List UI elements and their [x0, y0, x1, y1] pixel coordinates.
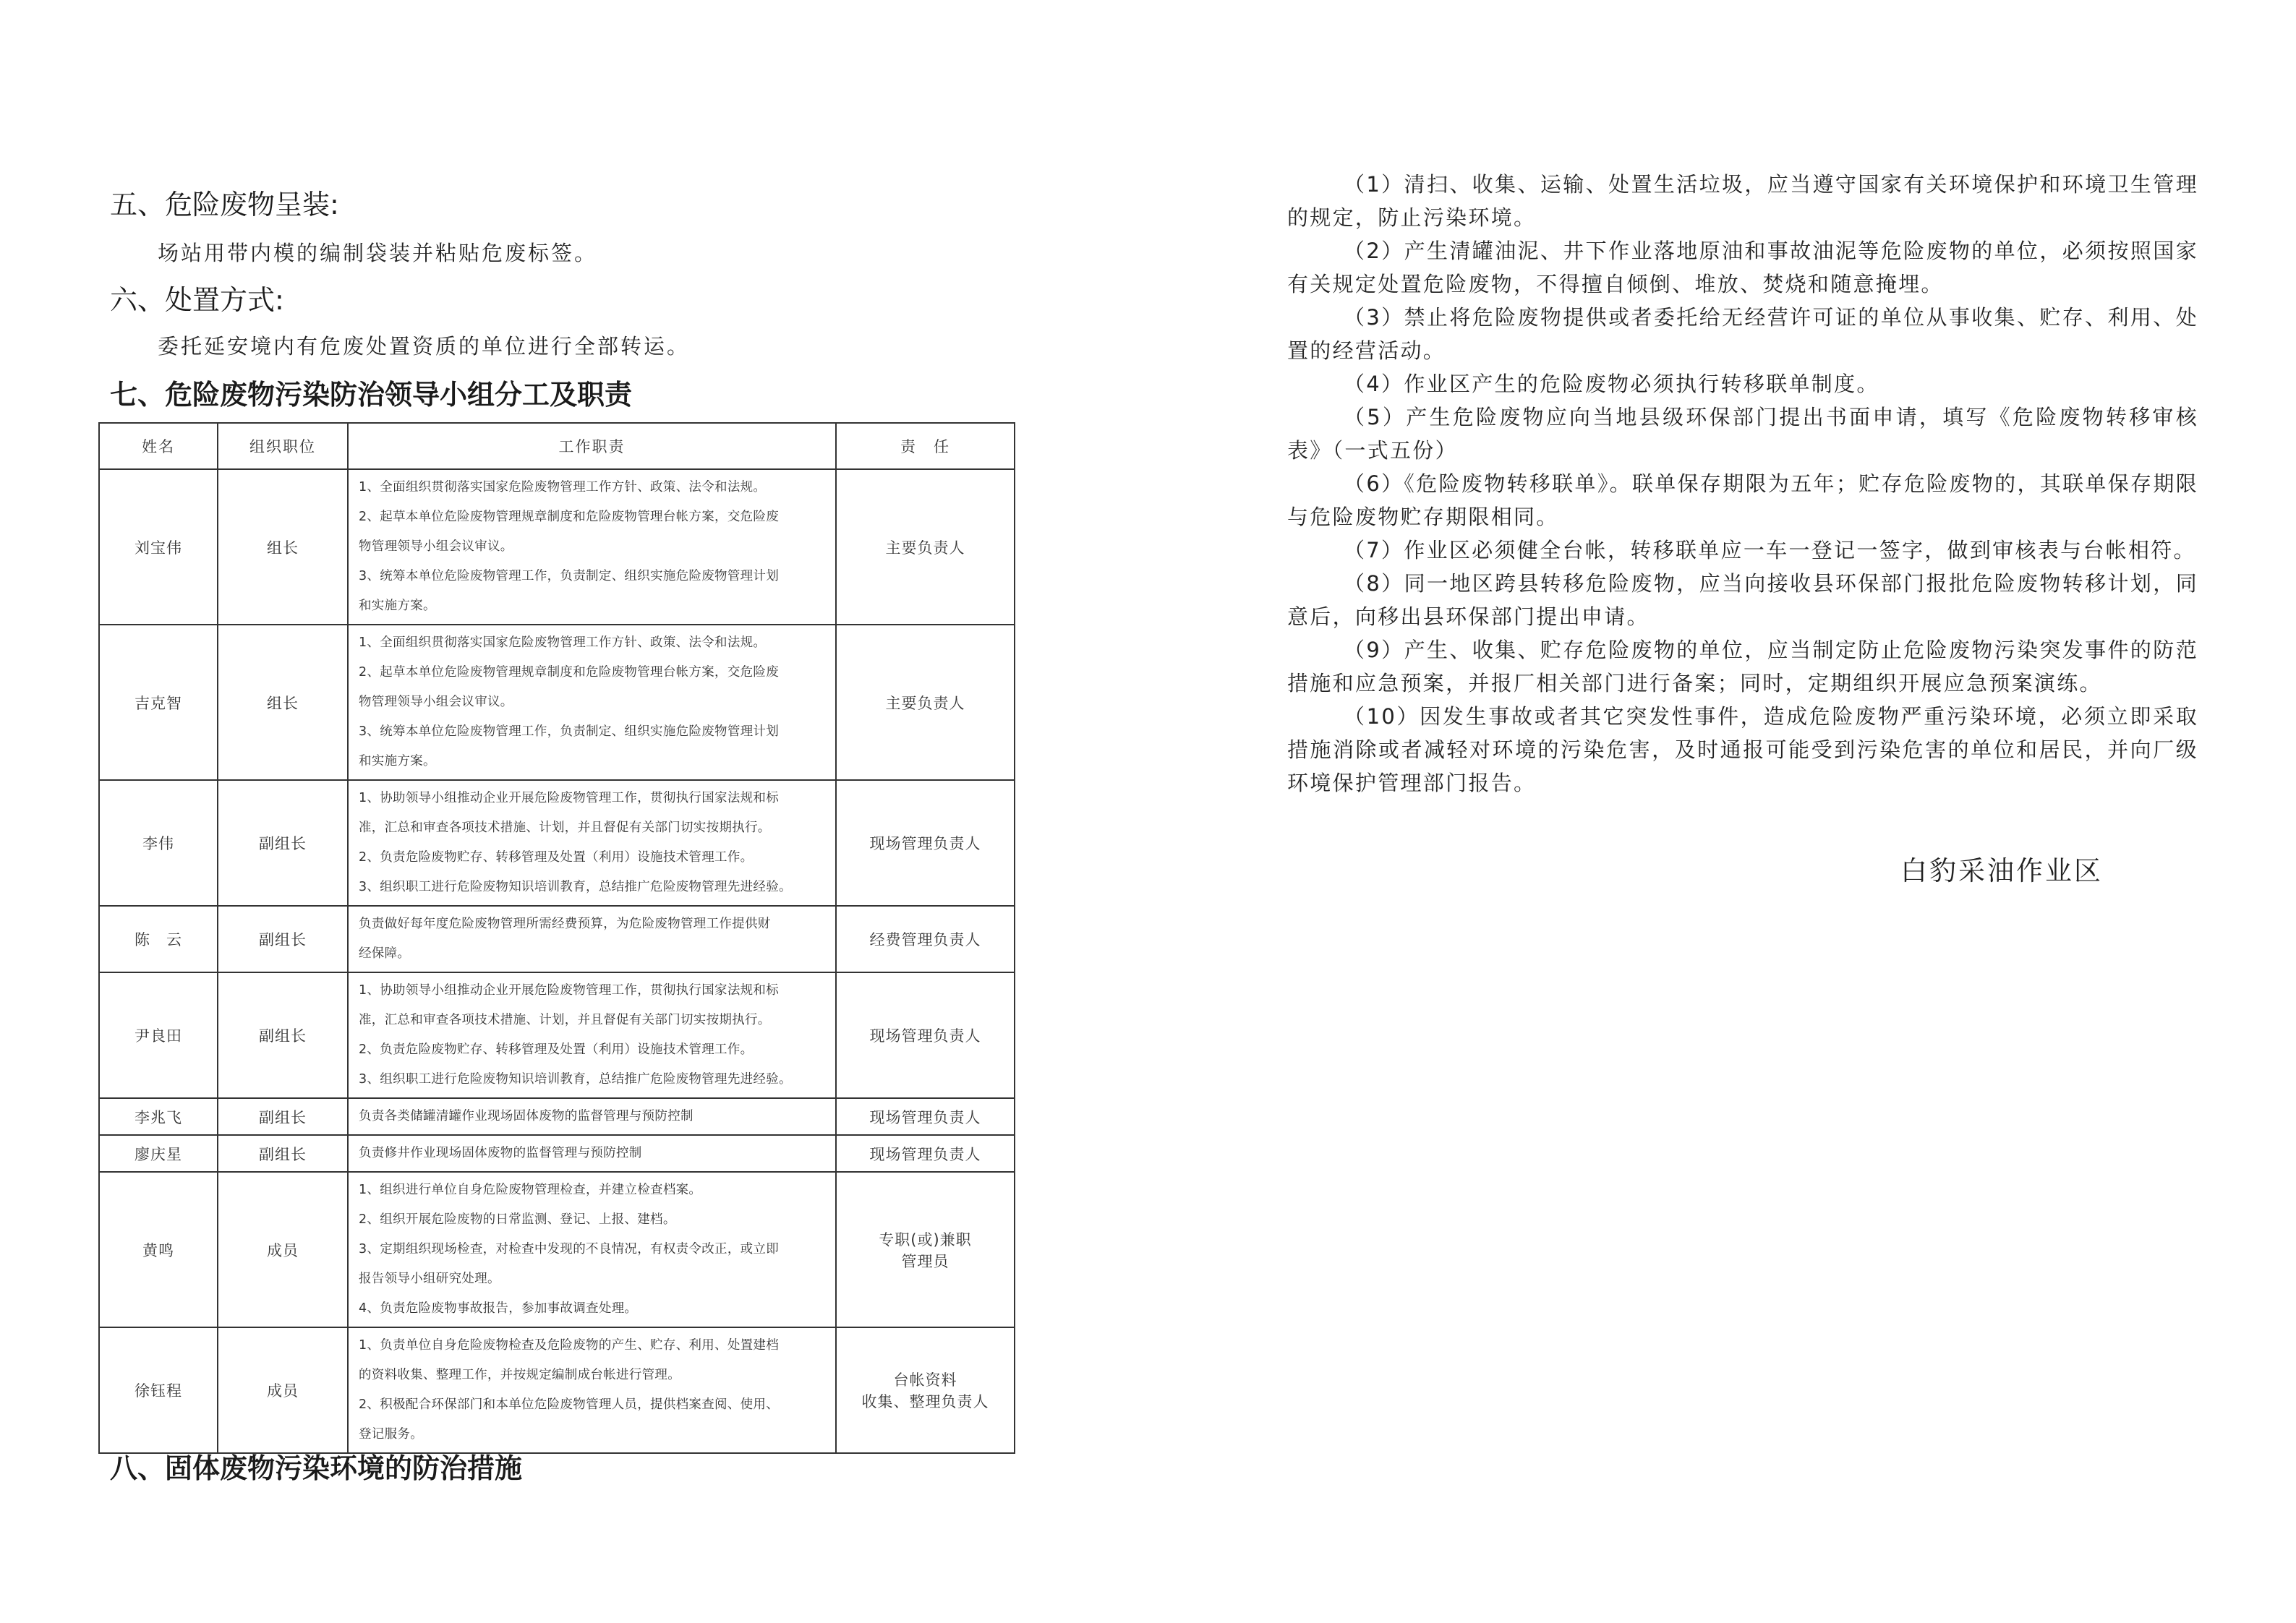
table-row	[99, 906, 1015, 972]
duty-line: 1、负责单位自身危险废物检查及危险废物的产生、贮存、利用、处置建档	[359, 1338, 780, 1353]
left-page	[0, 0, 1085, 1623]
table-row	[99, 625, 1015, 780]
duty-line: 1、组织进行单位自身危险废物管理检查，并建立检查档案。	[359, 1183, 702, 1197]
duty-line: 报告领导小组研究处理。	[359, 1272, 500, 1286]
section-5-text: 场站用带内模的编制袋装并粘贴危废标签。	[158, 241, 598, 265]
duty-line: 4、负责危险废物事故报告，参加事故调查处理。	[359, 1301, 638, 1316]
cell-duties	[348, 1172, 836, 1327]
duty-line: 的资料收集、整理工作，并按规定编制成台帐进行管理。	[359, 1368, 680, 1382]
duty-line: 登记服务。	[359, 1427, 423, 1442]
section-5-title: 五、危险废物呈装:	[110, 189, 339, 220]
measure-paragraph: （7）作业区必须健全台帐，转移联单应一车一登记一签字，做到审核表与台帐相符。	[1344, 538, 2196, 562]
duty-line: 1、全面组织贯彻落实国家危险废物管理工作方针、政策、法令和法规。	[359, 480, 767, 494]
duty-line: 1、全面组织贯彻落实国家危险废物管理工作方针、政策、法令和法规。	[359, 635, 767, 650]
duty-line: 1、协助领导小组推动企业开展危险废物管理工作，贯彻执行国家法规和标	[359, 983, 780, 998]
cell-duties	[348, 906, 836, 972]
header-duties: 工作职责	[348, 423, 836, 469]
cell-name: 陈 云	[99, 906, 218, 972]
measure-paragraph: （1）清扫、收集、运输、处置生活垃圾，应当遵守国家有关环境保护和环境卫生管理的规定，防止污染环境。	[1287, 172, 2198, 230]
measure-paragraph: （4）作业区产生的危险废物必须执行转移联单制度。	[1344, 372, 1879, 396]
resp-line: 现场管理负责人	[869, 1145, 981, 1163]
cell-duties	[348, 469, 836, 625]
measure-paragraph: （8）同一地区跨县转移危险废物，应当向接收县环保部门报批危险废物转移计划，同意后，向移出县环保部门提出申请。	[1287, 571, 2198, 629]
resp-line: 主要负责人	[885, 694, 965, 712]
cell-role: 副组长	[218, 972, 348, 1098]
table-row	[99, 469, 1015, 625]
measure-paragraph: （6）《危险废物转移联单》。联单保存期限为五年；贮存危险废物的，其联单保存期限与危险废物贮存期限相同。	[1287, 471, 2198, 529]
section-6-title: 六、处置方式:	[110, 284, 284, 316]
cell-name: 黄鸣	[99, 1172, 218, 1327]
cell-name: 李伟	[99, 780, 218, 906]
cell-duties	[348, 780, 836, 906]
cell-role: 副组长	[218, 1098, 348, 1135]
cell-duties	[348, 972, 836, 1098]
cell-role: 组长	[218, 625, 348, 780]
cell-responsibility	[836, 972, 1015, 1098]
cell-role: 副组长	[218, 1135, 348, 1172]
cell-duties	[348, 1098, 836, 1135]
duty-line: 物管理领导小组会议审议。	[359, 539, 513, 554]
resp-line: 主要负责人	[885, 539, 965, 557]
table-row	[99, 780, 1015, 906]
measure-paragraph: （9）产生、收集、贮存危险废物的单位，应当制定防止危险废物污染突发事件的防范措施和应急预案，并报厂相关部门进行备案；同时，定期组织开展应急预案演练。	[1287, 638, 2198, 695]
cell-name: 刘宝伟	[99, 469, 218, 625]
duty-line: 物管理领导小组会议审议。	[359, 695, 513, 709]
resp-line: 现场管理负责人	[869, 1108, 981, 1126]
cell-name: 李兆飞	[99, 1098, 218, 1135]
cell-responsibility	[836, 780, 1015, 906]
table-header-row	[99, 423, 1015, 469]
cell-responsibility	[836, 1135, 1015, 1172]
table-row	[99, 1135, 1015, 1172]
table-row	[99, 1327, 1015, 1453]
header-name: 姓名	[99, 423, 218, 469]
duty-line: 2、起草本单位危险废物管理规章制度和危险废物管理台帐方案，交危险废	[359, 510, 780, 524]
measure-paragraph: （3）禁止将危险废物提供或者委托给无经营许可证的单位从事收集、贮存、利用、处置的经营活动。	[1287, 305, 2198, 363]
duty-table	[98, 422, 1015, 1454]
measure-paragraph: （5）产生危险废物应向当地县级环保部门提出书面申请，填写《危险废物转移审核表》（一式五份）	[1287, 405, 2198, 463]
duty-line: 负责各类储罐清罐作业现场固体废物的监督管理与预防控制	[359, 1109, 694, 1123]
duty-line: 2、积极配合环保部门和本单位危险废物管理人员，提供档案查阅、使用、	[359, 1397, 780, 1412]
section-6-text: 委托延安境内有危废处置资质的单位进行全部转运。	[158, 334, 691, 359]
resp-line: 专职(或)兼职	[879, 1230, 972, 1249]
cell-responsibility	[836, 1172, 1015, 1327]
resp-line: 台帐资料	[893, 1371, 957, 1389]
duty-line: 负责修井作业现场固体废物的监督管理与预防控制	[359, 1146, 642, 1160]
resp-line: 经费管理负责人	[869, 931, 981, 948]
resp-line: 收集、整理负责人	[861, 1393, 989, 1410]
resp-line: 现场管理负责人	[869, 835, 981, 852]
duty-line: 3、统筹本单位危险废物管理工作，负责制定、组织实施危险废物管理计划	[359, 724, 780, 739]
cell-duties	[348, 625, 836, 780]
duty-line: 3、组织职工进行危险废物知识培训教育，总结推广危险废物管理先进经验。	[359, 1072, 792, 1087]
duty-line: 准，汇总和审查各项技术措施、计划，并且督促有关部门切实按期执行。	[359, 821, 771, 835]
duty-line: 2、负责危险废物贮存、转移管理及处置（利用）设施技术管理工作。	[359, 850, 754, 865]
resp-line: 现场管理负责人	[869, 1027, 981, 1045]
cell-name: 吉克智	[99, 625, 218, 780]
cell-role: 副组长	[218, 780, 348, 906]
cell-name: 徐钰程	[99, 1327, 218, 1453]
cell-role: 成员	[218, 1172, 348, 1327]
resp-line: 管理员	[901, 1252, 949, 1270]
cell-responsibility	[836, 625, 1015, 780]
cell-duties	[348, 1135, 836, 1172]
duty-line: 3、统筹本单位危险废物管理工作，负责制定、组织实施危险废物管理计划	[359, 569, 780, 583]
duty-line: 2、起草本单位危险废物管理规章制度和危险废物管理台帐方案，交危险废	[359, 665, 780, 680]
cell-responsibility	[836, 469, 1015, 625]
right-page	[1287, 168, 2198, 800]
duty-line: 负责做好每年度危险废物管理所需经费预算，为危险废物管理工作提供财	[359, 917, 771, 931]
duty-line: 和实施方案。	[359, 754, 436, 768]
duty-line: 1、协助领导小组推动企业开展危险废物管理工作，贯彻执行国家法规和标	[359, 791, 780, 805]
cell-name: 尹良田	[99, 972, 218, 1098]
signature: 白豹采油作业区	[1900, 855, 2103, 886]
cell-responsibility	[836, 1327, 1015, 1453]
header-responsibility: 责 任	[836, 423, 1015, 469]
duty-line: 2、负责危险废物贮存、转移管理及处置（利用）设施技术管理工作。	[359, 1042, 754, 1057]
measure-paragraph: （10）因发生事故或者其它突发性事件，造成危险废物严重污染环境，必须立即采取措施消除或者减轻对环境的污染危害，及时通报可能受到污染危害的单位和居民，并向厂级环境保护管理部门报告。	[1287, 704, 2198, 795]
duty-line: 3、组织职工进行危险废物知识培训教育，总结推广危险废物管理先进经验。	[359, 880, 792, 894]
cell-role: 组长	[218, 469, 348, 625]
table-row	[99, 972, 1015, 1098]
section-7-title: 七、危险废物污染防治领导小组分工及职责	[110, 379, 633, 411]
cell-role: 成员	[218, 1327, 348, 1453]
cell-role: 副组长	[218, 906, 348, 972]
table-row	[99, 1172, 1015, 1327]
table-row	[99, 1098, 1015, 1135]
duty-line: 3、定期组织现场检查，对检查中发现的不良情况，有权责令改正，或立即	[359, 1242, 780, 1256]
cell-name: 廖庆星	[99, 1135, 218, 1172]
duty-line: 准，汇总和审查各项技术措施、计划，并且督促有关部门切实按期执行。	[359, 1013, 771, 1027]
cell-responsibility	[836, 906, 1015, 972]
duty-line: 和实施方案。	[359, 599, 436, 613]
measure-paragraph: （2）产生清罐油泥、井下作业落地原油和事故油泥等危险废物的单位，必须按照国家有关规定处置危险废物，不得擅自倾倒、堆放、焚烧和随意掩埋。	[1287, 239, 2198, 296]
cell-duties	[348, 1327, 836, 1453]
duty-line: 经保障。	[359, 946, 411, 961]
duty-line: 2、组织开展危险废物的日常监测、登记、上报、建档。	[359, 1212, 676, 1227]
cell-responsibility	[836, 1098, 1015, 1135]
header-role: 组织职位	[218, 423, 348, 469]
section-8-title: 八、固体废物污染环境的防治措施	[110, 1452, 523, 1484]
